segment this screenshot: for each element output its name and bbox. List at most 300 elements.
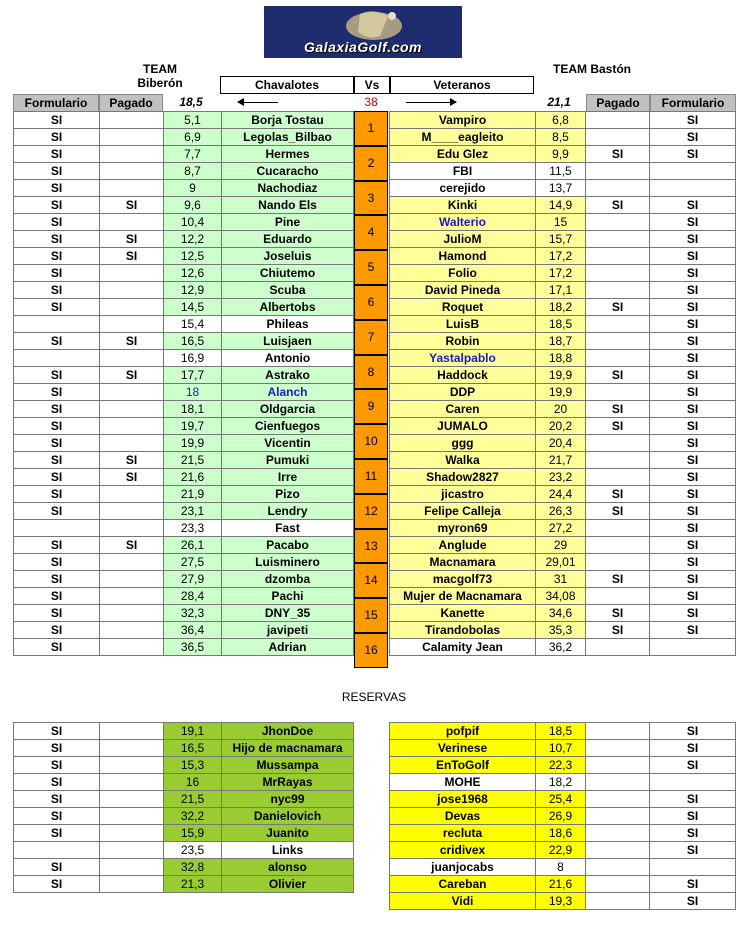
formulario-cell: SI <box>650 791 736 808</box>
player-name-cell: Borja Tostau <box>222 112 354 129</box>
player-name-cell: Phileas <box>222 316 354 333</box>
player-name-cell: Vicentin <box>222 435 354 452</box>
pagado-cell <box>586 435 650 452</box>
pagado-cell <box>100 622 164 639</box>
handicap-cell: 34,6 <box>536 605 586 622</box>
table-row <box>14 146 354 163</box>
table-row <box>390 774 736 791</box>
pagado-cell <box>100 571 164 588</box>
formulario-cell: SI <box>650 112 736 129</box>
player-name-cell: EnToGolf <box>390 757 536 774</box>
pagado-cell <box>586 180 650 197</box>
handicap-cell: 8 <box>536 859 586 876</box>
pagado-cell: SI <box>100 197 164 214</box>
handicap-cell: 35,3 <box>536 622 586 639</box>
player-name-cell: dzomba <box>222 571 354 588</box>
player-name-cell: Chiutemo <box>222 265 354 282</box>
formulario-cell: SI <box>14 554 100 571</box>
pagado-cell: SI <box>586 146 650 163</box>
formulario-cell <box>14 316 100 333</box>
formulario-cell: SI <box>650 876 736 893</box>
table-row <box>14 299 354 316</box>
table-row <box>390 469 736 486</box>
reserves-left-table <box>13 722 354 893</box>
table-row <box>390 350 736 367</box>
table-row <box>14 197 354 214</box>
pagado-cell <box>586 740 650 757</box>
handicap-cell: 6,9 <box>164 129 222 146</box>
table-row <box>390 367 736 384</box>
table-row <box>14 588 354 605</box>
handicap-cell: 10,4 <box>164 214 222 231</box>
pagado-cell <box>100 503 164 520</box>
formulario-cell: SI <box>650 350 736 367</box>
formulario-cell: SI <box>14 299 100 316</box>
table-row <box>390 876 736 893</box>
table-row <box>14 265 354 282</box>
handicap-cell: 19,1 <box>164 723 222 740</box>
formulario-cell: SI <box>14 774 100 791</box>
pagado-cell <box>100 350 164 367</box>
handicap-cell: 29 <box>536 537 586 554</box>
pagado-cell <box>586 842 650 859</box>
player-name-cell: Mujer de Macnamara <box>390 588 536 605</box>
handicap-cell: 15,3 <box>164 757 222 774</box>
formulario-cell: SI <box>650 452 736 469</box>
table-row <box>390 129 736 146</box>
handicap-cell: 16 <box>164 774 222 791</box>
formulario-cell: SI <box>14 757 100 774</box>
formulario-cell: SI <box>14 639 100 656</box>
pagado-cell <box>100 129 164 146</box>
match-total: 38 <box>364 95 378 109</box>
formulario-cell: SI <box>650 588 736 605</box>
table-row <box>390 842 736 859</box>
player-name-cell: Scuba <box>222 282 354 299</box>
pagado-cell <box>100 401 164 418</box>
formulario-cell: SI <box>14 723 100 740</box>
pagado-cell <box>100 486 164 503</box>
table-row <box>14 452 354 469</box>
player-name-cell: Caren <box>390 401 536 418</box>
player-name-cell: Calamity Jean <box>390 639 536 656</box>
pagado-cell <box>586 112 650 129</box>
player-name-cell: Walterio <box>390 214 536 231</box>
handicap-cell: 21,5 <box>164 791 222 808</box>
table-row <box>14 842 354 859</box>
left-arrow-icon <box>238 102 278 103</box>
pagado-cell <box>100 520 164 537</box>
player-name-cell: DNY_35 <box>222 605 354 622</box>
handicap-cell: 8,5 <box>536 129 586 146</box>
table-row <box>390 859 736 876</box>
handicap-cell: 36,5 <box>164 639 222 656</box>
table-row <box>390 197 736 214</box>
formulario-cell: SI <box>650 316 736 333</box>
player-name-cell: Hermes <box>222 146 354 163</box>
handicap-cell: 20 <box>536 401 586 418</box>
pagado-cell <box>100 774 164 791</box>
pagado-cell <box>586 723 650 740</box>
pagado-cell <box>100 299 164 316</box>
handicap-cell: 20,4 <box>536 435 586 452</box>
player-name-cell: Robin <box>390 333 536 350</box>
handicap-cell: 27,5 <box>164 554 222 571</box>
formulario-cell: SI <box>14 112 100 129</box>
pagado-cell: SI <box>100 333 164 350</box>
pagado-cell <box>586 757 650 774</box>
player-name-cell: Mussampa <box>222 757 354 774</box>
pagado-cell <box>586 774 650 791</box>
player-name-cell: Juanito <box>222 825 354 842</box>
col-header-formulario-left: Formulario <box>13 94 99 112</box>
formulario-cell: SI <box>14 486 100 503</box>
pagado-cell: SI <box>586 605 650 622</box>
pagado-cell <box>100 723 164 740</box>
table-row <box>14 537 354 554</box>
formulario-cell: SI <box>650 622 736 639</box>
player-name-cell: Shadow2827 <box>390 469 536 486</box>
handicap-cell: 17,2 <box>536 248 586 265</box>
left-team-table <box>13 111 354 656</box>
handicap-cell: 34,08 <box>536 588 586 605</box>
player-name-cell: Anglude <box>390 537 536 554</box>
pagado-cell: SI <box>586 503 650 520</box>
table-row <box>14 740 354 757</box>
table-row <box>14 520 354 537</box>
pagado-cell <box>100 554 164 571</box>
table-row <box>390 740 736 757</box>
table-row <box>14 316 354 333</box>
table-row <box>14 757 354 774</box>
handicap-cell: 18,2 <box>536 299 586 316</box>
table-row <box>390 622 736 639</box>
col-header-pagado-left: Pagado <box>99 94 163 112</box>
pagado-cell <box>586 554 650 571</box>
table-row <box>390 605 736 622</box>
formulario-cell: SI <box>650 893 736 910</box>
player-name-cell: Hamond <box>390 248 536 265</box>
formulario-cell: SI <box>14 418 100 435</box>
handicap-cell: 9 <box>164 180 222 197</box>
formulario-cell <box>650 859 736 876</box>
table-row <box>390 588 736 605</box>
formulario-cell: SI <box>14 588 100 605</box>
handicap-cell: 10,7 <box>536 740 586 757</box>
formulario-cell: SI <box>14 367 100 384</box>
formulario-cell: SI <box>650 401 736 418</box>
formulario-cell: SI <box>650 808 736 825</box>
handicap-cell: 19,9 <box>536 384 586 401</box>
handicap-cell: 21,6 <box>536 876 586 893</box>
handicap-cell: 18,1 <box>164 401 222 418</box>
formulario-cell: SI <box>650 282 736 299</box>
player-name-cell: Tirandobolas <box>390 622 536 639</box>
player-name-cell: Folio <box>390 265 536 282</box>
pagado-cell: SI <box>100 537 164 554</box>
player-name-cell: Hijo de macnamara <box>222 740 354 757</box>
pagado-cell: SI <box>586 418 650 435</box>
table-row <box>390 316 736 333</box>
table-row <box>390 537 736 554</box>
table-row <box>390 401 736 418</box>
handicap-cell: 26,3 <box>536 503 586 520</box>
pagado-cell <box>100 740 164 757</box>
table-row <box>14 435 354 452</box>
pagado-cell <box>100 876 164 893</box>
handicap-cell: 21,3 <box>164 876 222 893</box>
handicap-cell: 17,7 <box>164 367 222 384</box>
pagado-cell <box>586 893 650 910</box>
pagado-cell <box>100 265 164 282</box>
formulario-cell: SI <box>14 503 100 520</box>
formulario-cell: SI <box>14 146 100 163</box>
handicap-cell: 22,3 <box>536 757 586 774</box>
player-name-cell: M____eagleito <box>390 129 536 146</box>
formulario-cell: SI <box>14 605 100 622</box>
pagado-cell <box>100 757 164 774</box>
table-row <box>390 791 736 808</box>
handicap-cell: 12,5 <box>164 248 222 265</box>
match-number-cell: 5 <box>354 250 388 285</box>
player-name-cell: ggg <box>390 435 536 452</box>
pagado-cell: SI <box>100 452 164 469</box>
formulario-cell: SI <box>650 520 736 537</box>
formulario-cell: SI <box>650 503 736 520</box>
formulario-cell: SI <box>14 282 100 299</box>
pagado-cell <box>100 639 164 656</box>
formulario-cell: SI <box>14 740 100 757</box>
formulario-cell: SI <box>14 808 100 825</box>
formulario-cell: SI <box>650 265 736 282</box>
handicap-cell: 18,6 <box>536 825 586 842</box>
table-row <box>14 112 354 129</box>
player-name-cell: Pachi <box>222 588 354 605</box>
logo-wordmark: GalaxiaGolf.com <box>304 39 422 55</box>
player-name-cell: macgolf73 <box>390 571 536 588</box>
player-name-cell: nyc99 <box>222 791 354 808</box>
formulario-cell: SI <box>14 469 100 486</box>
table-row <box>14 554 354 571</box>
handicap-cell: 27,9 <box>164 571 222 588</box>
right-average: 21,1 <box>547 95 571 109</box>
handicap-cell: 23,3 <box>164 520 222 537</box>
pagado-cell <box>100 791 164 808</box>
left-average: 18,5 <box>179 95 203 109</box>
handicap-cell: 15 <box>536 214 586 231</box>
handicap-cell: 8,7 <box>164 163 222 180</box>
player-name-cell: Olivier <box>222 876 354 893</box>
pagado-cell <box>100 842 164 859</box>
table-row <box>14 808 354 825</box>
handicap-cell: 23,5 <box>164 842 222 859</box>
player-name-cell: Careban <box>390 876 536 893</box>
formulario-cell: SI <box>650 740 736 757</box>
col-header-formulario-right: Formulario <box>650 94 736 112</box>
match-number-cell: 14 <box>354 563 388 598</box>
handicap-cell: 18,5 <box>536 723 586 740</box>
player-name-cell: Kinki <box>390 197 536 214</box>
player-name-cell: Nachodiaz <box>222 180 354 197</box>
formulario-cell: SI <box>14 452 100 469</box>
handicap-cell: 26,9 <box>536 808 586 825</box>
pagado-cell <box>100 316 164 333</box>
player-name-cell: Cienfuegos <box>222 418 354 435</box>
handicap-cell: 15,4 <box>164 316 222 333</box>
pagado-cell <box>586 333 650 350</box>
pagado-cell <box>586 163 650 180</box>
formulario-cell: SI <box>14 197 100 214</box>
match-number-cell: 15 <box>354 598 388 633</box>
match-number-cell: 12 <box>354 494 388 529</box>
match-number-cell: 16 <box>354 633 388 668</box>
handicap-cell: 18,8 <box>536 350 586 367</box>
player-name-cell: Kanette <box>390 605 536 622</box>
pagado-cell <box>100 180 164 197</box>
handicap-cell: 29,01 <box>536 554 586 571</box>
player-name-cell: Devas <box>390 808 536 825</box>
table-row <box>14 163 354 180</box>
player-name-cell: Antonio <box>222 350 354 367</box>
handicap-cell: 18,7 <box>536 333 586 350</box>
formulario-cell: SI <box>14 537 100 554</box>
handicap-cell: 6,8 <box>536 112 586 129</box>
left-team-label: TEAM Biberón <box>137 62 183 90</box>
formulario-cell: SI <box>650 486 736 503</box>
formulario-cell: SI <box>14 180 100 197</box>
pagado-cell: SI <box>100 469 164 486</box>
pagado-cell <box>586 588 650 605</box>
formulario-cell: SI <box>650 469 736 486</box>
formulario-cell: SI <box>650 537 736 554</box>
formulario-cell: SI <box>650 842 736 859</box>
player-name-cell: MrRayas <box>222 774 354 791</box>
formulario-cell: SI <box>650 146 736 163</box>
handicap-cell: 17,2 <box>536 265 586 282</box>
table-row <box>390 112 736 129</box>
vs-label: Vs <box>354 76 390 94</box>
player-name-cell: Walka <box>390 452 536 469</box>
formulario-cell: SI <box>14 265 100 282</box>
player-name-cell: Pumuki <box>222 452 354 469</box>
player-name-cell: JhonDoe <box>222 723 354 740</box>
pagado-cell: SI <box>100 367 164 384</box>
pagado-cell <box>100 163 164 180</box>
pagado-cell: SI <box>586 622 650 639</box>
match-number-cell: 9 <box>354 389 388 424</box>
handicap-cell: 20,2 <box>536 418 586 435</box>
handicap-cell: 25,4 <box>536 791 586 808</box>
pagado-cell <box>100 859 164 876</box>
player-name-cell: Danielovich <box>222 808 354 825</box>
table-row <box>14 622 354 639</box>
formulario-cell: SI <box>650 435 736 452</box>
pagado-cell <box>586 537 650 554</box>
table-row <box>390 384 736 401</box>
table-row <box>14 723 354 740</box>
player-name-cell: alonso <box>222 859 354 876</box>
player-name-cell: Eduardo <box>222 231 354 248</box>
formulario-cell: SI <box>650 248 736 265</box>
formulario-cell <box>650 180 736 197</box>
player-name-cell: jose1968 <box>390 791 536 808</box>
handicap-cell: 31 <box>536 571 586 588</box>
pagado-cell: SI <box>586 401 650 418</box>
player-name-cell: Luisjaen <box>222 333 354 350</box>
table-row <box>14 333 354 350</box>
table-row <box>14 384 354 401</box>
pagado-cell: SI <box>586 367 650 384</box>
handicap-cell: 21,5 <box>164 452 222 469</box>
formulario-cell: SI <box>650 367 736 384</box>
match-number-cell: 8 <box>354 355 388 390</box>
formulario-cell <box>14 842 100 859</box>
table-row <box>390 520 736 537</box>
formulario-cell: SI <box>650 129 736 146</box>
reservas-heading: RESERVAS <box>341 690 407 704</box>
handicap-cell: 14,9 <box>536 197 586 214</box>
formulario-cell: SI <box>14 231 100 248</box>
formulario-cell: SI <box>14 384 100 401</box>
formulario-cell: SI <box>14 876 100 893</box>
right-team-name: Veteranos <box>390 76 534 94</box>
pagado-cell <box>100 825 164 842</box>
handicap-cell: 16,5 <box>164 333 222 350</box>
formulario-cell: SI <box>14 333 100 350</box>
table-row <box>390 486 736 503</box>
player-name-cell: myron69 <box>390 520 536 537</box>
formulario-cell: SI <box>650 825 736 842</box>
table-row <box>390 248 736 265</box>
formulario-cell: SI <box>650 197 736 214</box>
pagado-cell <box>586 129 650 146</box>
player-name-cell: Haddock <box>390 367 536 384</box>
formulario-cell: SI <box>650 605 736 622</box>
pagado-cell <box>100 588 164 605</box>
formulario-cell: SI <box>14 622 100 639</box>
handicap-cell: 21,9 <box>164 486 222 503</box>
player-name-cell: Nando Els <box>222 197 354 214</box>
player-name-cell: LuisB <box>390 316 536 333</box>
table-row <box>390 146 736 163</box>
formulario-cell: SI <box>650 231 736 248</box>
pagado-cell <box>586 282 650 299</box>
pagado-cell <box>100 214 164 231</box>
player-name-cell: Albertobs <box>222 299 354 316</box>
handicap-cell: 5,1 <box>164 112 222 129</box>
formulario-cell: SI <box>14 859 100 876</box>
handicap-cell: 32,3 <box>164 605 222 622</box>
pagado-cell <box>100 146 164 163</box>
formulario-cell: SI <box>650 333 736 350</box>
player-name-cell: Pizo <box>222 486 354 503</box>
table-row <box>390 723 736 740</box>
galaxiagolf-logo <box>264 6 462 58</box>
handicap-cell: 16,9 <box>164 350 222 367</box>
table-row <box>390 571 736 588</box>
handicap-cell: 23,1 <box>164 503 222 520</box>
player-name-cell: javipeti <box>222 622 354 639</box>
pagado-cell <box>586 265 650 282</box>
formulario-cell: SI <box>14 791 100 808</box>
table-row <box>14 571 354 588</box>
formulario-cell <box>650 163 736 180</box>
match-number-cell: 13 <box>354 529 388 564</box>
handicap-cell: 23,2 <box>536 469 586 486</box>
handicap-cell: 14,5 <box>164 299 222 316</box>
table-row <box>390 180 736 197</box>
handicap-cell: 15,9 <box>164 825 222 842</box>
